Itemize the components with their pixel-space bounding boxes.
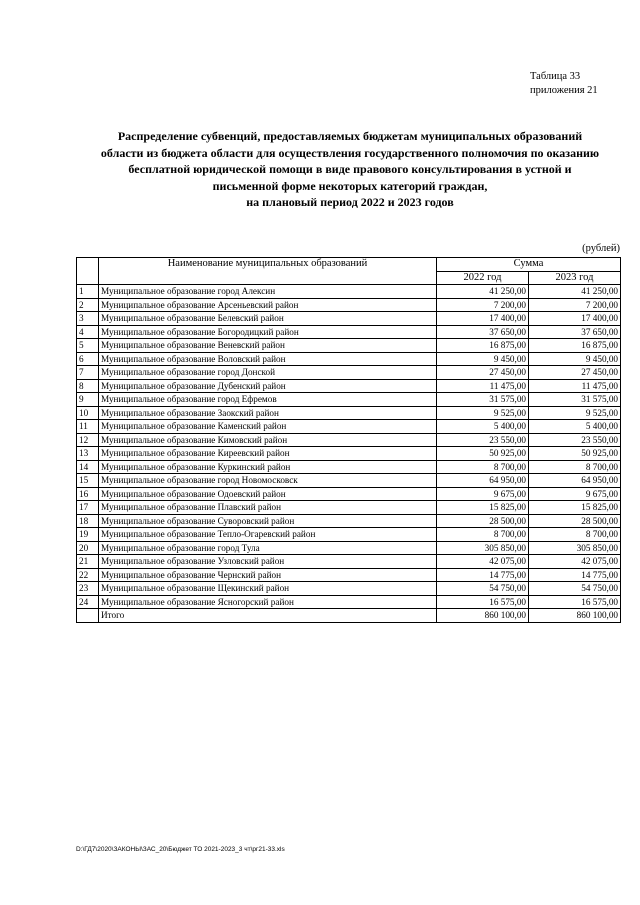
row-number: 23 (77, 582, 99, 596)
row-name: Муниципальное образование Веневский район (99, 339, 437, 353)
table-row (77, 555, 621, 569)
row-name: Муниципальное образование Дубенский район (99, 379, 437, 393)
table-row (77, 312, 621, 326)
row-value-2022: 41 250,00 (437, 285, 529, 299)
row-value-2022: 50 925,00 (437, 447, 529, 461)
row-value-2022: 7 200,00 (437, 298, 529, 312)
header-2023: 2023 год (529, 271, 621, 285)
units-label: (рублей) (582, 243, 620, 254)
row-name: Муниципальное образование Кимовский район (99, 433, 437, 447)
row-value-2022: 28 500,00 (437, 514, 529, 528)
row-name: Муниципальное образование Одоевский район (99, 487, 437, 501)
table-row (77, 366, 621, 380)
row-value-2022: 5 400,00 (437, 420, 529, 434)
row-number: 18 (77, 514, 99, 528)
row-value-2023: 14 775,00 (529, 568, 621, 582)
table-row (77, 501, 621, 515)
row-value-2022: 9 525,00 (437, 406, 529, 420)
row-value-2022: 17 400,00 (437, 312, 529, 326)
row-value-2023: 5 400,00 (529, 420, 621, 434)
row-value-2022: 15 825,00 (437, 501, 529, 515)
row-number: 21 (77, 555, 99, 569)
row-number: 11 (77, 420, 99, 434)
table-row (77, 420, 621, 434)
row-name: Муниципальное образование Куркинский район (99, 460, 437, 474)
row-name: Муниципальное образование Богородицкий район (99, 325, 437, 339)
row-value-2023: 37 650,00 (529, 325, 621, 339)
row-value-2023: 64 950,00 (529, 474, 621, 488)
row-value-2022: 8 700,00 (437, 528, 529, 542)
table-row (77, 298, 621, 312)
table-number-label: Таблица 33 (530, 71, 581, 82)
row-number: 7 (77, 366, 99, 380)
table-row (77, 528, 621, 542)
row-value-2023: 23 550,00 (529, 433, 621, 447)
table-body (77, 285, 621, 623)
row-number (77, 609, 99, 623)
row-value-2023: 9 525,00 (529, 406, 621, 420)
row-number: 24 (77, 595, 99, 609)
table-row (77, 568, 621, 582)
row-name: Муниципальное образование город Новомосковск (99, 474, 437, 488)
row-value-2023: 54 750,00 (529, 582, 621, 596)
file-path: D:\ГД7\2020\ЗАКОНЫ\ЗАС_20\Бюджет ТО 2021-2023_3 чт\рг21-33.xls (76, 846, 285, 853)
row-number: 12 (77, 433, 99, 447)
row-value-2022: 9 450,00 (437, 352, 529, 366)
row-value-2023: 50 925,00 (529, 447, 621, 461)
row-name: Муниципальное образование Щекинский район (99, 582, 437, 596)
row-number: 1 (77, 285, 99, 299)
table-row (77, 487, 621, 501)
subsidy-table (76, 257, 621, 623)
row-name: Муниципальное образование город Ефремов (99, 393, 437, 407)
row-value-2022: 16 575,00 (437, 595, 529, 609)
title-line-5: на плановый период 2022 и 2023 годов (246, 195, 454, 209)
row-value-2022: 11 475,00 (437, 379, 529, 393)
row-number: 2 (77, 298, 99, 312)
row-name: Муниципальное образование город Донской (99, 366, 437, 380)
table-row (77, 339, 621, 353)
row-value-2023: 42 075,00 (529, 555, 621, 569)
table-reference (530, 70, 598, 98)
header-number-cell (77, 258, 99, 285)
row-value-2023: 27 450,00 (529, 366, 621, 380)
header-2022: 2022 год (437, 271, 529, 285)
document-title (70, 128, 630, 211)
table-row (77, 433, 621, 447)
row-number: 6 (77, 352, 99, 366)
row-value-2023: 28 500,00 (529, 514, 621, 528)
table-row (77, 352, 621, 366)
header-sum: Сумма (437, 258, 621, 272)
row-name: Муниципальное образование Чернский район (99, 568, 437, 582)
row-value-2022: 23 550,00 (437, 433, 529, 447)
row-value-2022: 64 950,00 (437, 474, 529, 488)
row-number: 20 (77, 541, 99, 555)
table-row (77, 447, 621, 461)
row-value-2023: 17 400,00 (529, 312, 621, 326)
table-row (77, 595, 621, 609)
appendix-label: приложения 21 (530, 85, 598, 96)
row-name: Муниципальное образование Суворовский район (99, 514, 437, 528)
table-row (77, 325, 621, 339)
row-number: 14 (77, 460, 99, 474)
row-value-2022: 14 775,00 (437, 568, 529, 582)
row-value-2022: 9 675,00 (437, 487, 529, 501)
row-number: 13 (77, 447, 99, 461)
row-value-2023: 9 450,00 (529, 352, 621, 366)
row-number: 19 (77, 528, 99, 542)
row-value-2023: 11 475,00 (529, 379, 621, 393)
row-value-2022: 16 875,00 (437, 339, 529, 353)
row-value-2022: 42 075,00 (437, 555, 529, 569)
row-value-2022: 8 700,00 (437, 460, 529, 474)
row-name: Муниципальное образование Ясногорский район (99, 595, 437, 609)
row-number: 22 (77, 568, 99, 582)
row-name: Муниципальное образование Плавский район (99, 501, 437, 515)
title-line-2: области из бюджета области для осуществления государственного полномочия по оказанию (100, 145, 600, 160)
row-value-2023: 41 250,00 (529, 285, 621, 299)
row-number: 3 (77, 312, 99, 326)
row-name: Муниципальное образование Киреевский район (99, 447, 437, 461)
title-line-3: бесплатной юридической помощи в виде правового консультирования в устной и (128, 162, 572, 176)
title-line-4: письменной форме некоторых категорий граждан, (212, 178, 488, 193)
row-name: Муниципальное образование Узловский район (99, 555, 437, 569)
row-number: 10 (77, 406, 99, 420)
row-name: Муниципальное образование Воловский район (99, 352, 437, 366)
row-value-2022: 31 575,00 (437, 393, 529, 407)
row-value-2023: 15 825,00 (529, 501, 621, 515)
table-row (77, 582, 621, 596)
row-value-2023: 305 850,00 (529, 541, 621, 555)
row-value-2022: 27 450,00 (437, 366, 529, 380)
row-name: Муниципальное образование Заокский район (99, 406, 437, 420)
header-name: Наименование муниципальных образований (99, 258, 437, 285)
row-value-2023: 860 100,00 (529, 609, 621, 623)
row-value-2022: 54 750,00 (437, 582, 529, 596)
title-line-1: Распределение субвенций, предоставляемых бюджетам муниципальных образований (117, 129, 583, 143)
row-value-2023: 31 575,00 (529, 393, 621, 407)
row-name: Муниципальное образование Тепло-Огаревский район (99, 528, 437, 542)
row-name: Муниципальное образование Белевский район (99, 312, 437, 326)
table-row (77, 541, 621, 555)
table-row (77, 285, 621, 299)
row-number: 4 (77, 325, 99, 339)
table-row (77, 514, 621, 528)
total-row (77, 609, 621, 623)
row-name: Муниципальное образование город Тула (99, 541, 437, 555)
row-name: Муниципальное образование Каменский район (99, 420, 437, 434)
row-number: 8 (77, 379, 99, 393)
table-row (77, 406, 621, 420)
row-name: Муниципальное образование Арсеньевский район (99, 298, 437, 312)
row-number: 9 (77, 393, 99, 407)
row-value-2023: 9 675,00 (529, 487, 621, 501)
table-row (77, 474, 621, 488)
row-number: 15 (77, 474, 99, 488)
row-number: 16 (77, 487, 99, 501)
row-value-2022: 37 650,00 (437, 325, 529, 339)
row-name: Итого (99, 609, 437, 623)
table-row (77, 393, 621, 407)
row-value-2023: 8 700,00 (529, 528, 621, 542)
table-row (77, 460, 621, 474)
row-value-2022: 305 850,00 (437, 541, 529, 555)
row-number: 17 (77, 501, 99, 515)
row-value-2023: 16 575,00 (529, 595, 621, 609)
row-name: Муниципальное образование город Алексин (99, 285, 437, 299)
row-value-2023: 8 700,00 (529, 460, 621, 474)
row-value-2022: 860 100,00 (437, 609, 529, 623)
table-row (77, 379, 621, 393)
row-value-2023: 7 200,00 (529, 298, 621, 312)
row-value-2023: 16 875,00 (529, 339, 621, 353)
row-number: 5 (77, 339, 99, 353)
